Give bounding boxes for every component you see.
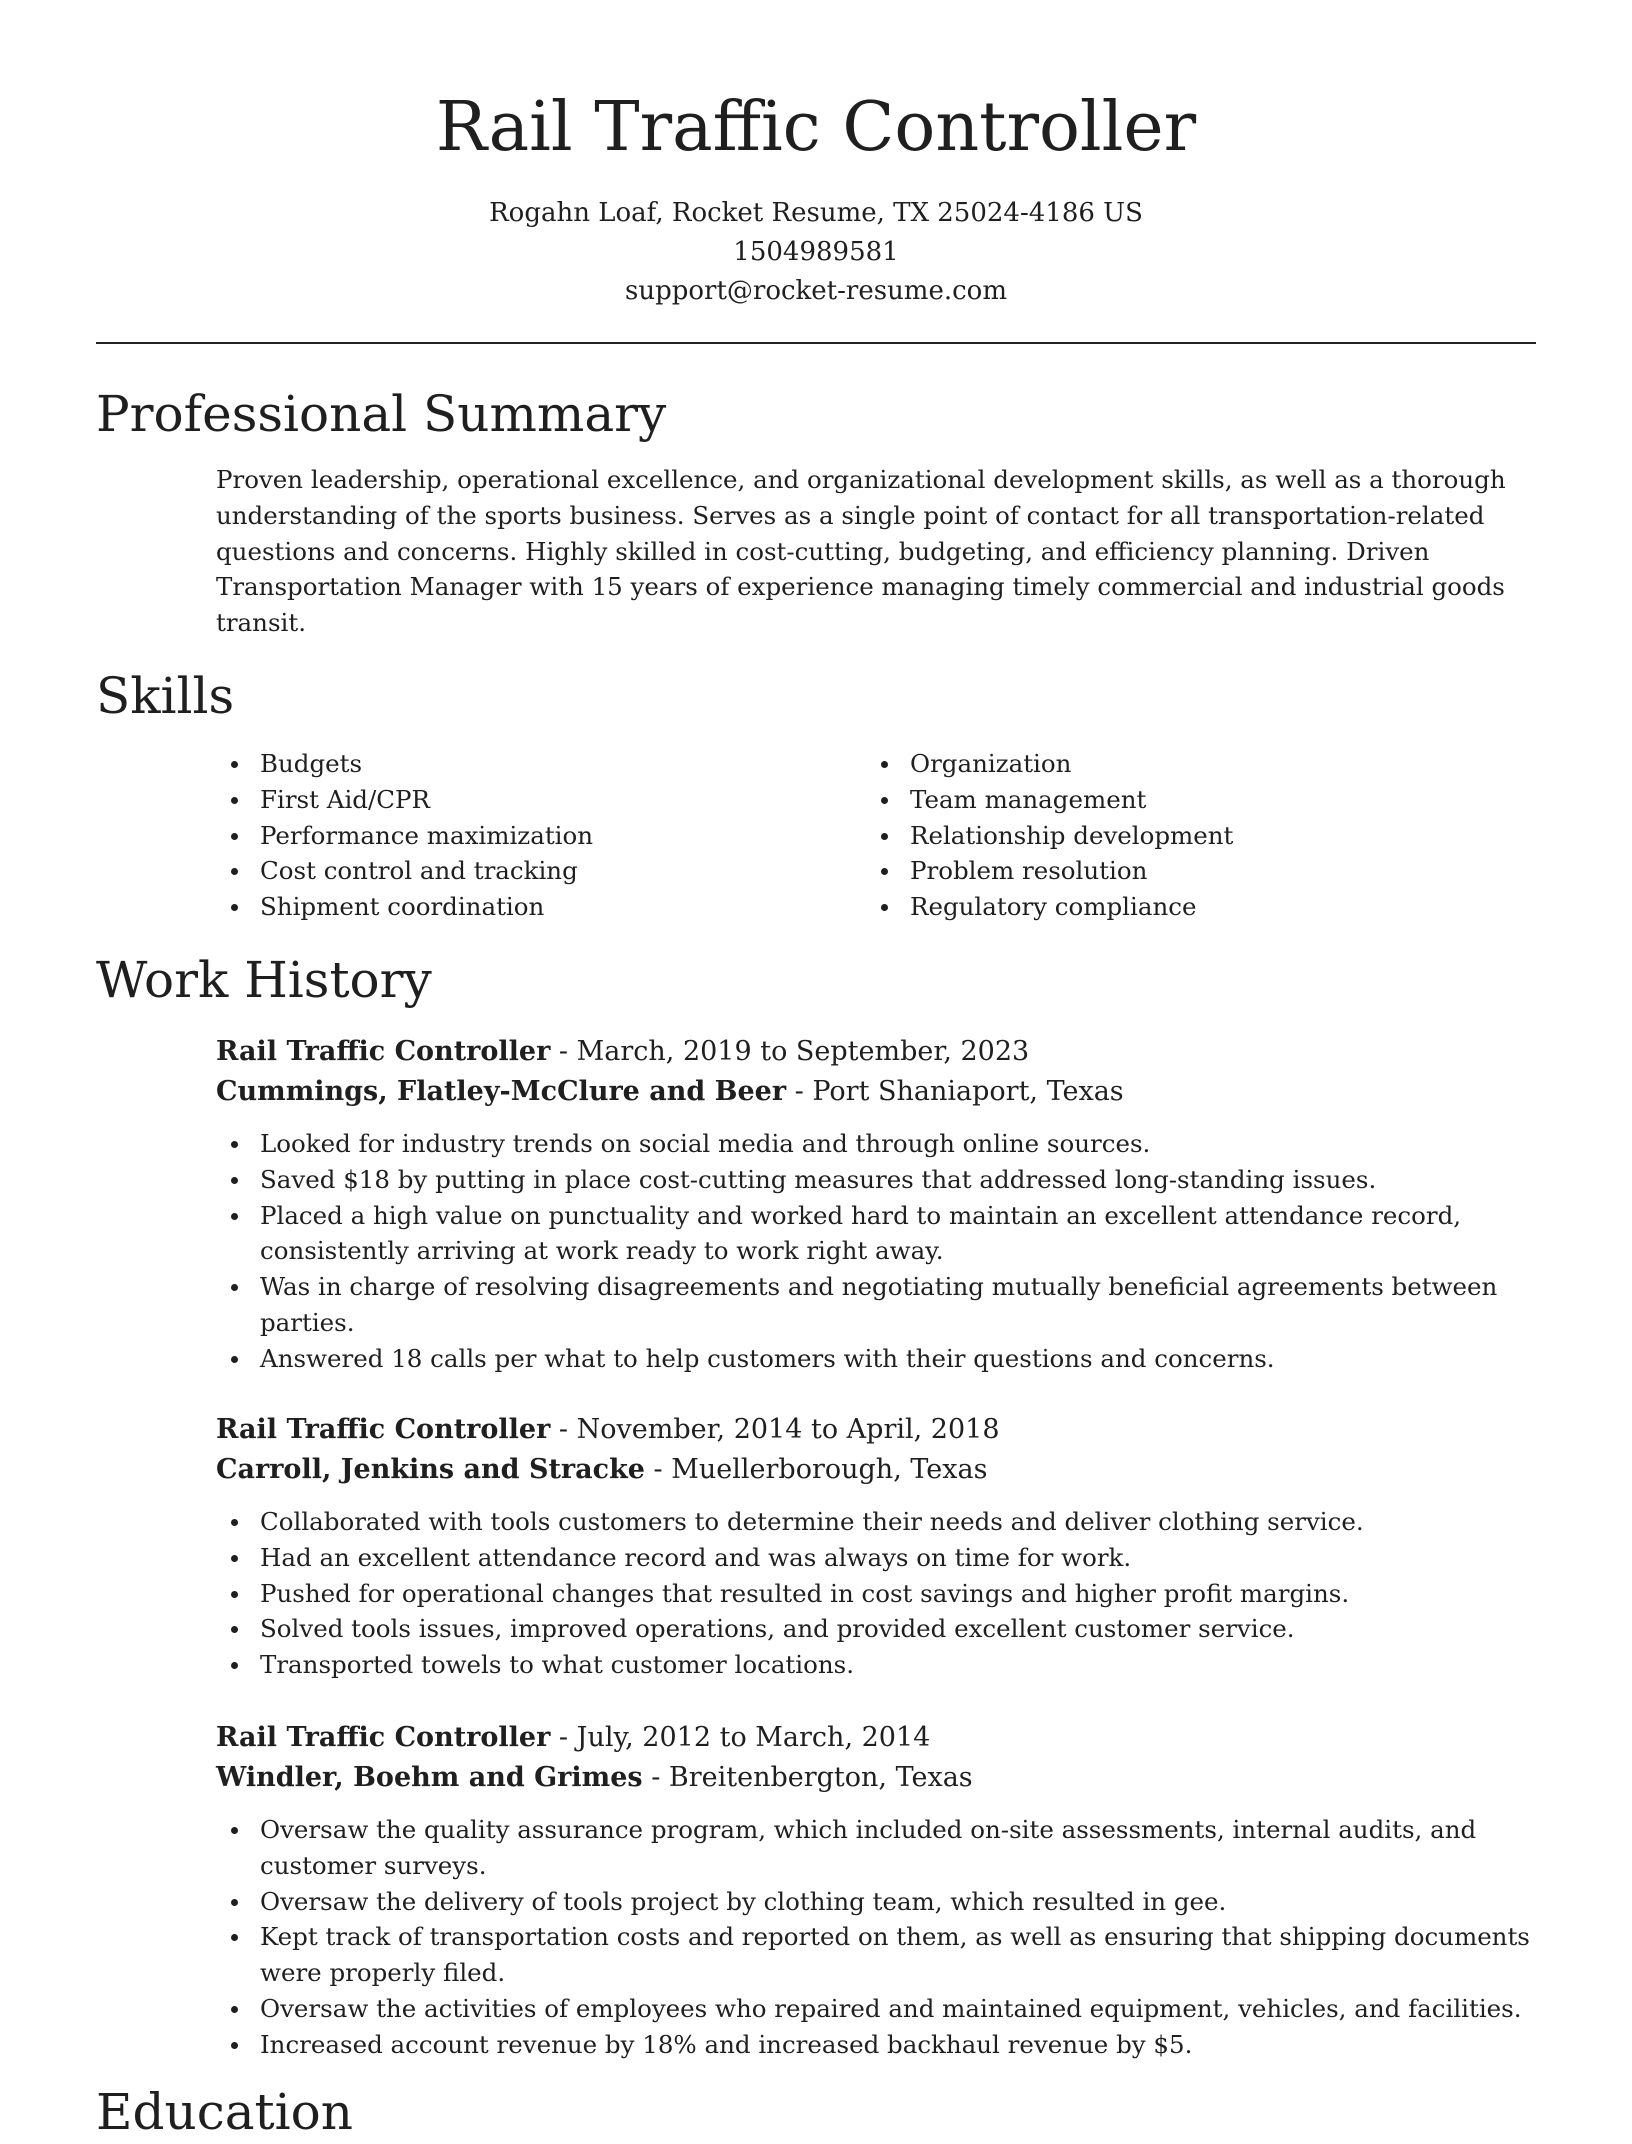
job-employer: [216, 1072, 1536, 1112]
contact-address: Rogahn Loaf, Rocket Resume, TX 25024-4186 US: [489, 198, 1143, 228]
section-title-skills: Skills: [96, 667, 235, 725]
section-title-education: Education: [96, 2083, 353, 2141]
job-bullet: Had an excellent attendance record and was always on time for work.: [216, 1540, 1536, 1576]
skill-item: Budgets: [216, 746, 816, 782]
skills-list-left: [216, 746, 816, 925]
skill-item: Team management: [866, 782, 1466, 818]
job-dates: - March, 2019 to September, 2023: [550, 1036, 1030, 1067]
header-divider: [96, 342, 1536, 344]
job-bullet: Transported towels to what customer locations.: [216, 1647, 1536, 1683]
job-bullet: Was in charge of resolving disagreements and negotiating mutually beneficial agreements between parties.: [216, 1269, 1536, 1341]
job-entry: [216, 1410, 1536, 1683]
job-title: Rail Traffic Controller: [216, 1414, 551, 1445]
contact-email: support@rocket-resume.com: [624, 276, 1007, 306]
job-entry: [216, 1032, 1536, 1377]
skill-item: First Aid/CPR: [216, 782, 816, 818]
job-bullet: Looked for industry trends on social media and through online sources.: [216, 1126, 1536, 1162]
contact-block: [0, 194, 1632, 311]
job-dates: - November, 2014 to April, 2018: [550, 1414, 1000, 1445]
skill-item: Cost control and tracking: [216, 853, 816, 889]
job-dates: - July, 2012 to March, 2014: [550, 1722, 931, 1753]
resume-header: [0, 0, 1632, 311]
job-bullet: Answered 18 calls per what to help customers with their questions and concerns.: [216, 1341, 1536, 1377]
skill-item: Relationship development: [866, 818, 1466, 854]
job-employer: [216, 1758, 1536, 1798]
job-entry: [216, 1718, 1536, 2063]
summary-text: Proven leadership, operational excellence, and organizational development skills, as well as a thorough understanding of the sports business. Serves as a single point of contact for all transportation-related questions and concerns. Highly skilled in cost-cutting, budgeting, and efficiency planning. Driven Transportation Manager with 15 years of experience managing timely commercial and industrial goods transit.: [216, 465, 1506, 638]
job-company: Windler, Boehm and Grimes: [216, 1762, 643, 1793]
job-bullet: Collaborated with tools customers to determine their needs and deliver clothing service.: [216, 1504, 1536, 1540]
job-bullet: Saved $18 by putting in place cost-cutting measures that addressed long-standing issues.: [216, 1162, 1536, 1198]
job-bullet: Placed a high value on punctuality and worked hard to maintain an excellent attendance record, consistently arriving at work ready to work right away.: [216, 1198, 1536, 1270]
job-heading: [216, 1410, 1536, 1450]
skill-item: Performance maximization: [216, 818, 816, 854]
job-heading: [216, 1718, 1536, 1758]
job-bullet: Kept track of transportation costs and reported on them, as well as ensuring that shipping documents were properly filed.: [216, 1919, 1536, 1991]
job-company: Cummings, Flatley-McClure and Beer: [216, 1076, 787, 1107]
section-title-summary: Professional Summary: [96, 385, 667, 443]
job-heading: [216, 1032, 1536, 1072]
job-location: - Muellerborough, Texas: [644, 1454, 988, 1485]
job-bullets: [216, 1504, 1536, 1683]
skills-list-right: [866, 746, 1466, 925]
job-company: Carroll, Jenkins and Stracke: [216, 1454, 645, 1485]
skill-item: Problem resolution: [866, 853, 1466, 889]
job-bullet: Oversaw the activities of employees who repaired and maintained equipment, vehicles, and facilities.: [216, 1991, 1536, 2027]
skill-item: Regulatory compliance: [866, 889, 1466, 925]
skill-item: Organization: [866, 746, 1466, 782]
job-title: Rail Traffic Controller: [216, 1036, 551, 1067]
job-bullet: Pushed for operational changes that resulted in cost savings and higher profit margins.: [216, 1576, 1536, 1612]
candidate-name: Rail Traffic Controller: [435, 88, 1197, 167]
job-employer: [216, 1450, 1536, 1490]
section-title-work-history: Work History: [96, 951, 432, 1009]
job-bullet: Solved tools issues, improved operations, and provided excellent customer service.: [216, 1611, 1536, 1647]
job-title: Rail Traffic Controller: [216, 1722, 551, 1753]
job-bullets: [216, 1812, 1536, 2063]
job-bullet: Oversaw the delivery of tools project by clothing team, which resulted in gee.: [216, 1884, 1536, 1920]
job-location: - Port Shaniaport, Texas: [786, 1076, 1124, 1107]
job-bullets: [216, 1126, 1536, 1377]
job-bullet: Oversaw the quality assurance program, which included on-site assessments, internal audits, and customer surveys.: [216, 1812, 1536, 1884]
job-location: - Breitenbergton, Texas: [642, 1762, 973, 1793]
contact-phone: 1504989581: [733, 237, 899, 267]
job-bullet: Increased account revenue by 18% and increased backhaul revenue by $5.: [216, 2027, 1536, 2063]
skill-item: Shipment coordination: [216, 889, 816, 925]
